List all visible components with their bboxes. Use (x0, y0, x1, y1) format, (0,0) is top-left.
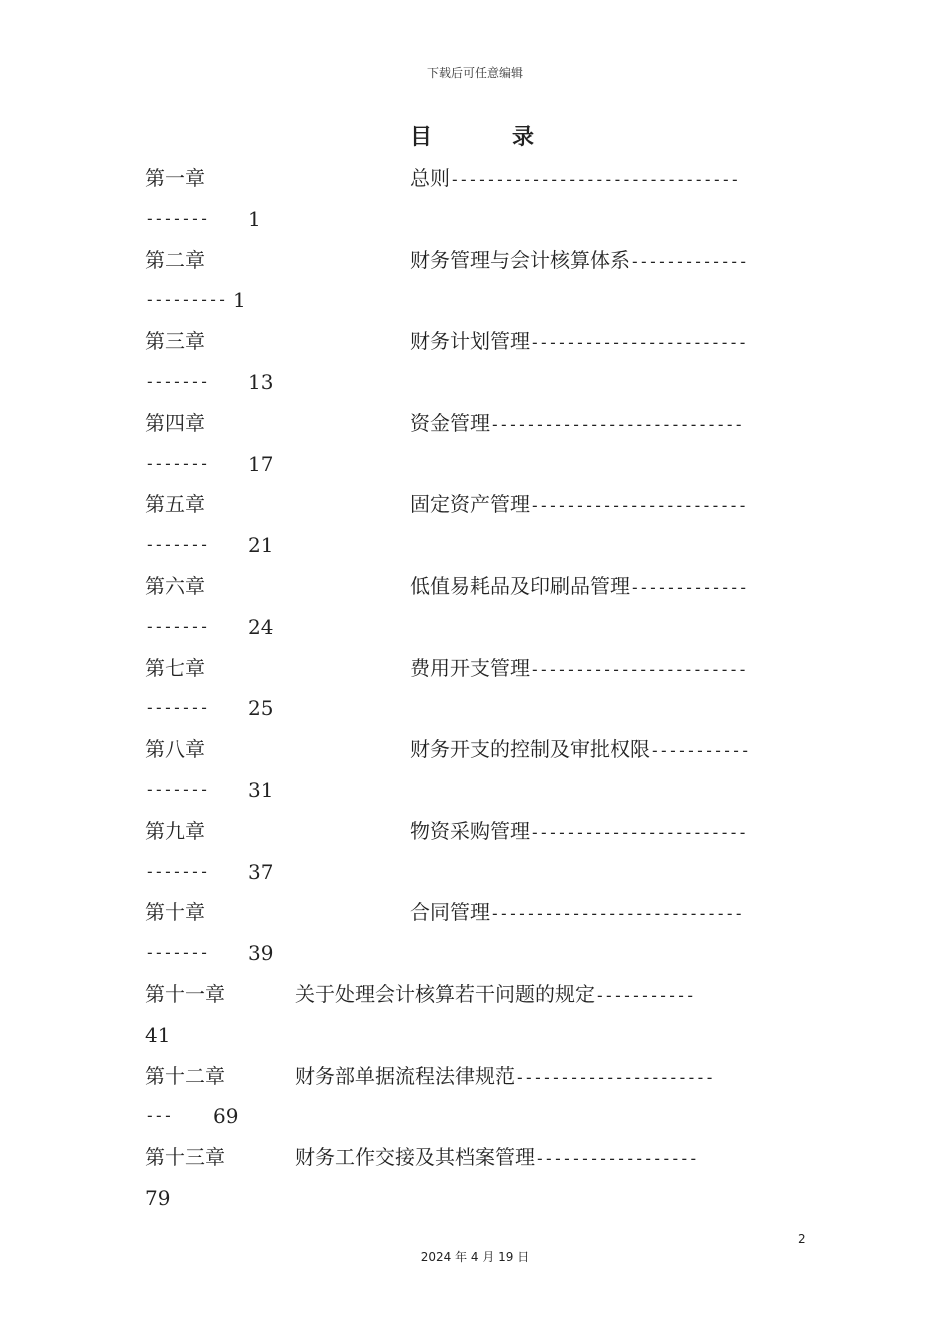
toc-title-text: 固定资产管理 (410, 492, 530, 517)
toc-chapter-number: 第三章 (145, 329, 205, 354)
toc-leader-dashes-continued: --- (145, 1106, 173, 1126)
toc-row[interactable] (145, 1058, 805, 1099)
toc-title-text: 物资采购管理 (410, 818, 530, 843)
toc-page-number: 24 (248, 614, 274, 639)
toc-page-number: 39 (248, 941, 274, 966)
toc-title-text: 财务开支的控制及审批权限 (410, 737, 650, 762)
toc-leader-dashes-continued: ------- (145, 453, 209, 473)
toc-page-number: 69 (213, 1104, 239, 1129)
toc-title-text: 合同管理 (410, 900, 490, 925)
toc-chapter-title (410, 568, 747, 606)
toc-leader-dashes-continued: ------- (145, 698, 209, 718)
toc-row[interactable] (145, 405, 805, 446)
toc-page-number: 79 (145, 1185, 171, 1210)
toc-leader-dashes: ------------------ (535, 1149, 698, 1169)
toc-row-continuation (145, 854, 805, 895)
toc-page-number: 25 (248, 696, 274, 721)
toc-page-number: 13 (248, 369, 274, 394)
toc-chapter-number: 第八章 (145, 737, 205, 762)
toc-row-continuation (145, 527, 805, 568)
toc-chapter-title (410, 486, 747, 524)
toc-chapter-number: 第五章 (145, 492, 205, 517)
toc-chapter-title (410, 242, 747, 280)
page-number: 2 (798, 1232, 806, 1246)
toc-chapter-title (410, 813, 747, 851)
toc-row[interactable] (145, 323, 805, 364)
toc-chapter-title (295, 1139, 698, 1177)
toc-page-number: 41 (145, 1022, 171, 1047)
toc-page-number: 31 (248, 777, 274, 802)
toc-title (410, 120, 534, 151)
toc-page-number: 21 (248, 533, 274, 558)
toc-page-number: 1 (248, 206, 261, 231)
toc-chapter-title (410, 894, 743, 932)
toc-title-text: 财务计划管理 (410, 329, 530, 354)
toc-title-text: 费用开支管理 (410, 655, 530, 680)
toc-leader-dashes-continued: ------- (145, 208, 209, 228)
table-of-contents (145, 160, 805, 1221)
toc-leader-dashes: ------------------------ (530, 659, 747, 679)
toc-row-continuation (145, 935, 805, 976)
toc-chapter-number: 第十章 (145, 900, 205, 925)
toc-title-text: 财务部单据流程法律规范 (295, 1063, 515, 1088)
toc-row-continuation (145, 201, 805, 242)
toc-chapter-number: 第四章 (145, 410, 205, 435)
toc-leader-dashes: -------------------------------- (450, 170, 740, 189)
toc-leader-dashes: ----------- (650, 741, 750, 761)
page-header: 下载后可任意编辑 (426, 66, 523, 80)
toc-chapter-title (410, 731, 749, 769)
toc-leader-dashes-continued: ------- (145, 779, 209, 799)
toc-row-continuation (145, 1098, 805, 1139)
toc-chapter-title (410, 323, 747, 361)
toc-chapter-title (410, 160, 739, 198)
toc-row[interactable] (145, 160, 805, 201)
toc-row[interactable] (145, 242, 805, 283)
toc-leader-dashes: ------------------------ (530, 496, 747, 516)
toc-row-continuation (145, 282, 805, 323)
toc-row[interactable] (145, 731, 805, 772)
toc-chapter-number: 第二章 (145, 247, 205, 272)
toc-leader-dashes: ----------- (595, 985, 695, 1005)
toc-leader-dashes: ---------------------------- (490, 904, 743, 924)
page-footer-date: 2024 年 4 月 19 日 (420, 1250, 530, 1264)
toc-chapter-number: 第十二章 (145, 1063, 225, 1088)
toc-row[interactable] (145, 1139, 805, 1180)
toc-leader-dashes-continued: --------- (145, 290, 227, 310)
toc-leader-dashes: ------------- (630, 251, 748, 271)
toc-row[interactable] (145, 486, 805, 527)
toc-page-number: 17 (248, 451, 274, 476)
toc-row[interactable] (145, 894, 805, 935)
toc-chapter-number: 第十三章 (145, 1145, 225, 1170)
toc-title-char-1: 目 (410, 125, 433, 150)
toc-title-text: 财务管理与会计核算体系 (410, 247, 630, 272)
toc-chapter-title (295, 976, 694, 1014)
toc-row[interactable] (145, 650, 805, 691)
toc-leader-dashes: ------------------------ (530, 822, 747, 842)
toc-row[interactable] (145, 813, 805, 854)
toc-title-char-2: 录 (512, 125, 535, 150)
toc-leader-dashes: ---------------------------- (490, 414, 743, 434)
toc-row-continuation (145, 1017, 805, 1058)
toc-chapter-number: 第一章 (145, 166, 205, 190)
toc-leader-dashes-continued: ------- (145, 943, 209, 963)
toc-title-text: 财务工作交接及其档案管理 (295, 1145, 535, 1170)
toc-row[interactable] (145, 976, 805, 1017)
toc-row-continuation (145, 1180, 805, 1221)
toc-chapter-title (410, 650, 747, 688)
toc-leader-dashes-continued: ------- (145, 616, 209, 636)
toc-leader-dashes-continued: ------- (145, 535, 209, 555)
toc-chapter-title (410, 405, 743, 443)
toc-title-text: 总则 (410, 166, 450, 190)
toc-chapter-title (295, 1058, 714, 1096)
toc-leader-dashes-continued: ------- (145, 371, 209, 391)
toc-leader-dashes: ---------------------- (515, 1067, 714, 1087)
toc-title-text: 关于处理会计核算若干问题的规定 (295, 981, 595, 1006)
toc-row-continuation (145, 690, 805, 731)
toc-leader-dashes: ------------- (630, 577, 748, 597)
toc-leader-dashes-continued: ------- (145, 861, 209, 881)
toc-row-continuation (145, 609, 805, 650)
toc-leader-dashes: ------------------------ (530, 333, 747, 353)
toc-page-number: 1 (233, 288, 246, 313)
toc-row-continuation (145, 446, 805, 487)
toc-chapter-number: 第十一章 (145, 981, 225, 1006)
toc-page-number: 37 (248, 859, 274, 884)
toc-chapter-number: 第七章 (145, 655, 205, 680)
toc-row[interactable] (145, 568, 805, 609)
toc-title-text: 资金管理 (410, 410, 490, 435)
toc-title-text: 低值易耗品及印刷品管理 (410, 573, 630, 598)
toc-chapter-number: 第六章 (145, 573, 205, 598)
toc-row-continuation (145, 772, 805, 813)
toc-chapter-number: 第九章 (145, 818, 205, 843)
toc-row-continuation (145, 364, 805, 405)
